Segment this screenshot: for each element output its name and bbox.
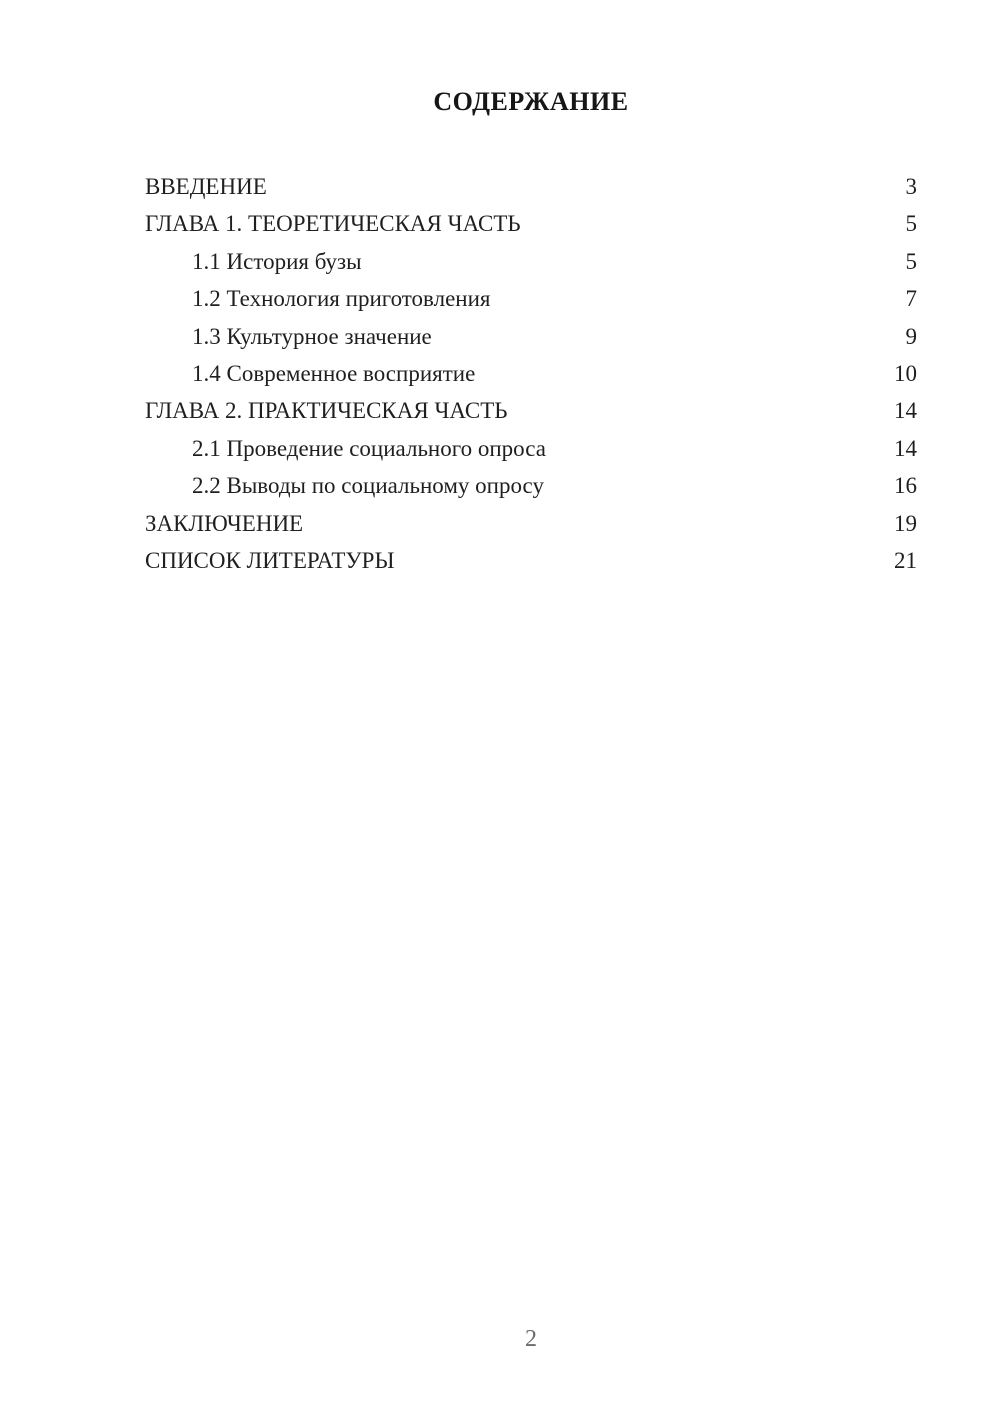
toc-entry-label: 1.2 Технология приготовления (192, 286, 491, 312)
toc-entry[interactable] (145, 355, 917, 392)
toc-entry[interactable] (145, 168, 917, 205)
toc-entry-label: 2.2 Выводы по социальному опросу (192, 473, 544, 499)
toc-entry[interactable] (145, 318, 917, 355)
toc-entry-label: 1.1 История бузы (192, 248, 362, 274)
toc-entry-label: 1.4 Современное восприятие (192, 360, 476, 386)
toc-entry-label: ВВЕДЕНИЕ (145, 174, 267, 199)
toc-entry[interactable] (145, 205, 917, 242)
table-of-contents (145, 168, 917, 579)
toc-entry[interactable] (145, 392, 917, 429)
toc-entry-page: 5 (905, 248, 917, 274)
toc-entry[interactable] (145, 542, 917, 579)
toc-entry-label: 2.1 Проведение социального опроса (192, 435, 546, 461)
toc-entry-page: 10 (894, 360, 917, 386)
toc-entry[interactable] (145, 467, 917, 504)
toc-entry-label: СПИСОК ЛИТЕРАТУРЫ (145, 547, 395, 573)
toc-entry-label: ГЛАВА 1. ТЕОРЕТИЧЕСКАЯ ЧАСТЬ (145, 211, 521, 237)
toc-entry-label: ГЛАВА 2. ПРАКТИЧЕСКАЯ ЧАСТЬ (145, 398, 508, 424)
document-page (145, 0, 917, 1414)
toc-entry[interactable] (145, 280, 917, 317)
toc-entry[interactable] (145, 430, 917, 467)
toc-entry-page: 5 (905, 211, 917, 237)
toc-entry-page: 9 (905, 323, 917, 349)
toc-entry-page: 7 (905, 286, 917, 312)
toc-entry-page: 14 (894, 435, 917, 461)
toc-entry-page: 16 (894, 473, 917, 499)
page-number: 2 (525, 1326, 537, 1352)
toc-entry-label: 1.3 Культурное значение (192, 323, 432, 349)
toc-entry-page: 21 (894, 547, 917, 573)
toc-entry-page: 19 (894, 510, 917, 536)
toc-entry-label: ЗАКЛЮЧЕНИЕ (145, 510, 304, 536)
toc-entry-page: 14 (894, 398, 917, 424)
toc-entry[interactable] (145, 505, 917, 542)
toc-entry-page: 3 (905, 174, 917, 199)
page-title: СОДЕРЖАНИЕ (433, 87, 629, 116)
toc-entry[interactable] (145, 243, 917, 280)
